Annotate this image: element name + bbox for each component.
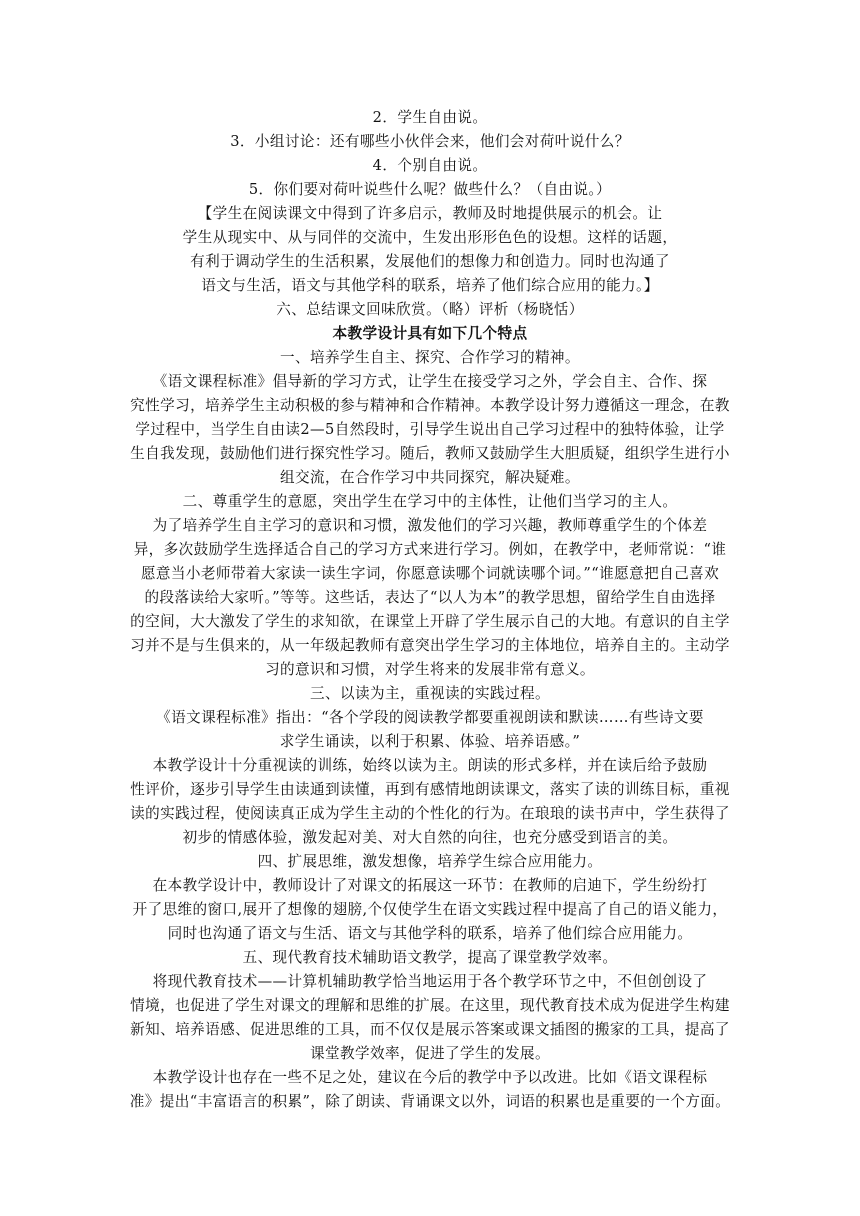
paragraph-line: 《语文课程标准》指出：“各个学段的阅读教学都要重视朗读和默读……有些诗文要 bbox=[156, 709, 704, 726]
paragraph-line: 愿意当小老师带着大家读一读生字词，你愿意读哪个词就读哪个词。”“谁愿意把自己喜欢 bbox=[140, 565, 720, 582]
section-heading: 六、总结课文回味欣赏。（略）评析（杨晓恬） bbox=[276, 301, 584, 318]
paragraph-line: 习并不是与生俱来的，从一年级起教师有意突出学生学习的主体地位，培养自主的。主动学 bbox=[130, 637, 730, 654]
paragraph-line: 的空间，大大激发了学生的求知欲，在课堂上开辟了学生展示自己的大地。有意识的自主学 bbox=[130, 613, 730, 630]
paragraph-line: 准》提出“丰富语言的积累”，除了朗读、背诵课文以外，词语的积累也是重要的一个方面。 bbox=[129, 1093, 731, 1110]
paragraph-line: 情境，也促进了学生对课文的理解和思维的扩展。在这里，现代教育技术成为促进学生构建 bbox=[130, 997, 730, 1014]
list-item: 3．小组讨论：还有哪些小伙伴会来，他们会对荷叶说什么？ bbox=[230, 133, 630, 150]
point-title: 三、以读为主，重视读的实践过程。 bbox=[310, 685, 550, 702]
list-item: 5．你们要对荷叶说些什么呢？做些什么？（自由说。） bbox=[248, 181, 612, 198]
point-title: 四、扩展思维，激发想像，培养学生综合应用能力。 bbox=[257, 853, 603, 870]
list-item: 2．学生自由说。 bbox=[372, 109, 488, 126]
list-item: 4．个别自由说。 bbox=[372, 157, 488, 174]
paragraph-line: 本教学设计十分重视读的训练，始终以读为主。朗读的形式多样，并在读后给予鼓励 bbox=[152, 757, 708, 774]
paragraph-line: 新知、培养语感、促进思维的工具，而不仅仅是展示答案或课文插图的搬家的工具，提高了 bbox=[130, 1021, 730, 1038]
paragraph-line: 将现代教育技术——计算机辅助教学恰当地运用于各个教学环节之中，不但创创设了 bbox=[152, 973, 708, 990]
paragraph-line: 同时也沟通了语文与生活、语文与其他学科的联系，培养了他们综合应用能力。 bbox=[167, 925, 693, 942]
page-title: 本教学设计具有如下几个特点 bbox=[332, 325, 528, 342]
commentary-line: 【学生在阅读课文中得到了许多启示，教师及时地提供展示的机会。让 bbox=[197, 205, 663, 222]
paragraph-line: 为了培养学生自主学习的意识和习惯，激发他们的学习兴趣，教师尊重学生的个体差 bbox=[152, 517, 708, 534]
point-title: 五、现代教育技术辅助语文教学，提高了课堂教学效率。 bbox=[242, 949, 618, 966]
paragraph-line: 异，多次鼓励学生选择适合自己的学习方式来进行学习。例如，在教学中，老师常说：“谁 bbox=[133, 541, 727, 558]
paragraph-line: 读的实践过程，使阅读真正成为学生主动的个性化的行为。在琅琅的读书声中，学生获得了 bbox=[130, 805, 730, 822]
commentary-line: 语文与生活，语文与其他学科的联系，培养了他们综合应用的能力。】 bbox=[201, 277, 659, 294]
paragraph-line: 组交流，在合作学习中共同探究，解决疑难。 bbox=[280, 469, 580, 486]
point-title: 一、培养学生自主、探究、合作学习的精神。 bbox=[280, 349, 580, 366]
paragraph-line: 《语文课程标准》倡导新的学习方式，让学生在接受学习之外，学会自主、合作、探 bbox=[152, 373, 708, 390]
paragraph-line: 的段落读给大家听。”等等。这些话，表达了“以人为本”的教学思想，留给学生自由选择 bbox=[144, 589, 716, 606]
paragraph-line: 学过程中，当学生自由读2—5自然段时，引导学生说出自己学习过程中的独特体验，让学 bbox=[135, 421, 725, 438]
paragraph-line: 究性学习，培养学生主动积极的参与精神和合作精神。本教学设计努力遵循这一理念，在教 bbox=[130, 397, 730, 414]
commentary-line: 学生从现实中、从与同伴的交流中，生发出形形色色的设想。这样的话题， bbox=[182, 229, 678, 246]
paragraph-line: 开了思维的窗口,展开了想像的翅膀,个仅使学生在语文实践过程中提高了自己的语义能力， bbox=[132, 901, 728, 918]
paragraph-line: 本教学设计也存在一些不足之处，建议在今后的教学中予以改进。比如《语文课程标 bbox=[152, 1069, 708, 1086]
point-title: 二、尊重学生的意愿，突出学生在学习中的主体性，让他们当学习的主人。 bbox=[182, 493, 678, 510]
paragraph-line: 初步的情感体验，激发起对美、对大自然的向往，也充分感受到语言的美。 bbox=[182, 829, 678, 846]
commentary-line: 有利于调动学生的生活积累，发展他们的想像力和创造力。同时也沟通了 bbox=[190, 253, 670, 270]
paragraph-line: 课堂教学效率，促进了学生的发展。 bbox=[310, 1045, 550, 1062]
paragraph-line: 习的意识和习惯，对学生将来的发展非常有意义。 bbox=[265, 661, 595, 678]
paragraph-line: 求学生诵读，以利于积累、体验、培养语感。” bbox=[279, 733, 581, 750]
paragraph-line: 性评价，逐步引导学生由读通到读懂，再到有感情地朗读课文，落实了读的训练目标，重视 bbox=[130, 781, 730, 798]
paragraph-line: 生自我发现，鼓励他们进行探究性学习。随后，教师又鼓励学生大胆质疑，组织学生进行小 bbox=[130, 445, 730, 462]
paragraph-line: 在本教学设计中，教师设计了对课文的拓展这一环节：在教师的启迪下，学生纷纷打 bbox=[152, 877, 708, 894]
